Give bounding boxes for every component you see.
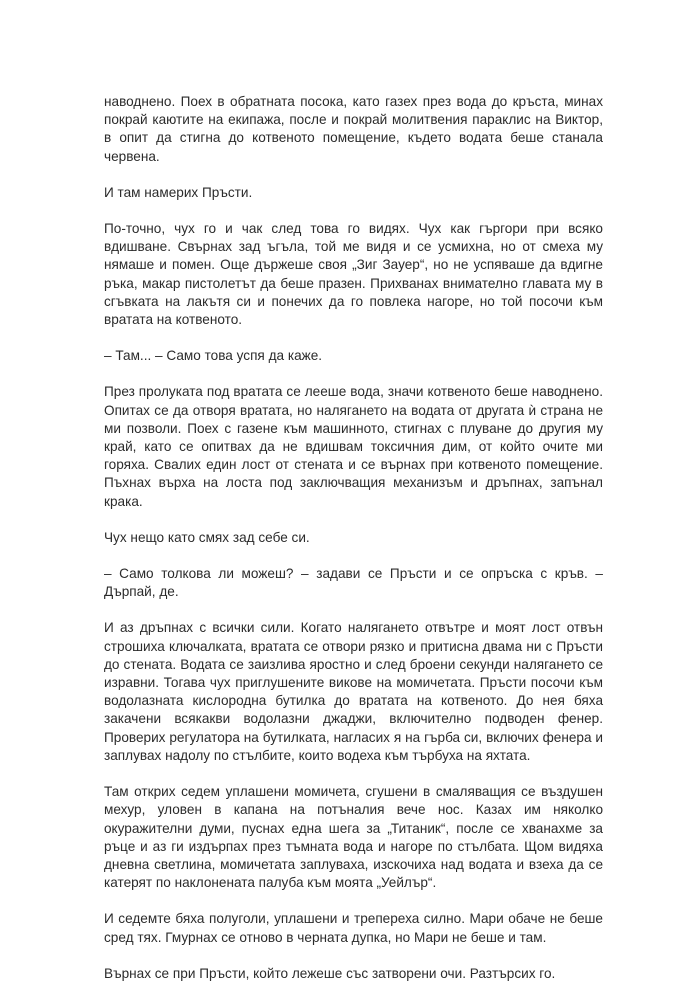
paragraph-3: По-точно, чух го и чак след това го видях. Чух как гъргори при всяко вдишване. Свърнах зад ъгъла, той ме видя и се усмихна, но от смеха му нямаше и помен. Още държеше своя „Зиг Зауер“, но не успяваше да вдигне ръка, макар пистолетът да беше празен. Прихванах внимателно главата му в сгъвката на лакътя си и понечих да го повлека нагоре, но той посочи към вратата на котвеното. (104, 221, 603, 328)
paragraph-2: И там намерих Пръсти. (104, 184, 253, 200)
paragraph-1: наводнено. Поех в обратната посока, като газех през вода до кръста, минах покрай каютите на екипажа, после и покрай молитвения параклис на Виктор, в опит да стигна до котвеното помещение, където водата беше станала червена. (104, 94, 603, 164)
paragraph-9: Там открих седем уплашени момичета, сгушени в смаляващия се въздушен мехур, уловен в капана на потъналия вече нос. Казах им няколко окуражителни думи, пуснах една шега за „Титаник“, после се хванахме за ръце и аз ги издърпах през тъмната вода и нагоре по стълбата. Щом видяха дневна светлина, момичетата заплуваха, изскочиха над водата и взеха да се катерят по наклонената палуба към моята „Уейлър“. (104, 784, 603, 891)
paragraph-8: И аз дръпнах с всички сили. Когато налягането отвътре и моят лост отвън строшиха ключалката, вратата се отвори рязко и притисна двама ни с Пръсти до стената. Водата се заизлива яростно и след броени секунди налягането се изравни. Тогава чух приглушените викове на момичетата. Пръсти посочи към водолазната кислородна бутилка до вратата на котвеното. До нея бяха закачени всякакви водолазни джаджи, включително подводен фенер. Проверих регулатора на бутилката, нагласих я на гърба си, включих фенера и заплувах надолу по стълбите, които водеха към търбуха на яхтата. (104, 620, 603, 763)
paragraph-6: Чух нещо като смях зад себе си. (104, 529, 310, 545)
paragraph-4: – Там... – Само това успя да каже. (104, 348, 323, 364)
paragraph-10: И седемте бяха полуголи, уплашени и трепереха силно. Мари обаче не беше сред тях. Гмурнах се отново в черната дупка, но Мари не беше и там. (104, 911, 603, 945)
paragraph-7: – Само толкова ли можеш? – задави се Пръсти и се опръска с кръв. – Дърпай, де. (104, 566, 603, 600)
paragraph-11: Върнах се при Пръсти, който лежеше със затворени очи. Разтърсих го. (104, 965, 556, 981)
document-body (104, 93, 603, 1001)
paragraph-5: През пролуката под вратата се лееше вода, значи котвеното беше наводнено. Опитах се да отворя вратата, но налягането на водата от другата ѝ страна не ми позволи. Поех с газене към машинното, стигнах с плуване до другия му край, като се опитвах да не вдишвам токсичния дим, от който очите ми горяха. Свалих един лост от стената и се върнах при котвеното помещение. Пъхнах върха на лоста под заключващия механизъм и дръпнах, запънал крака. (104, 384, 603, 509)
